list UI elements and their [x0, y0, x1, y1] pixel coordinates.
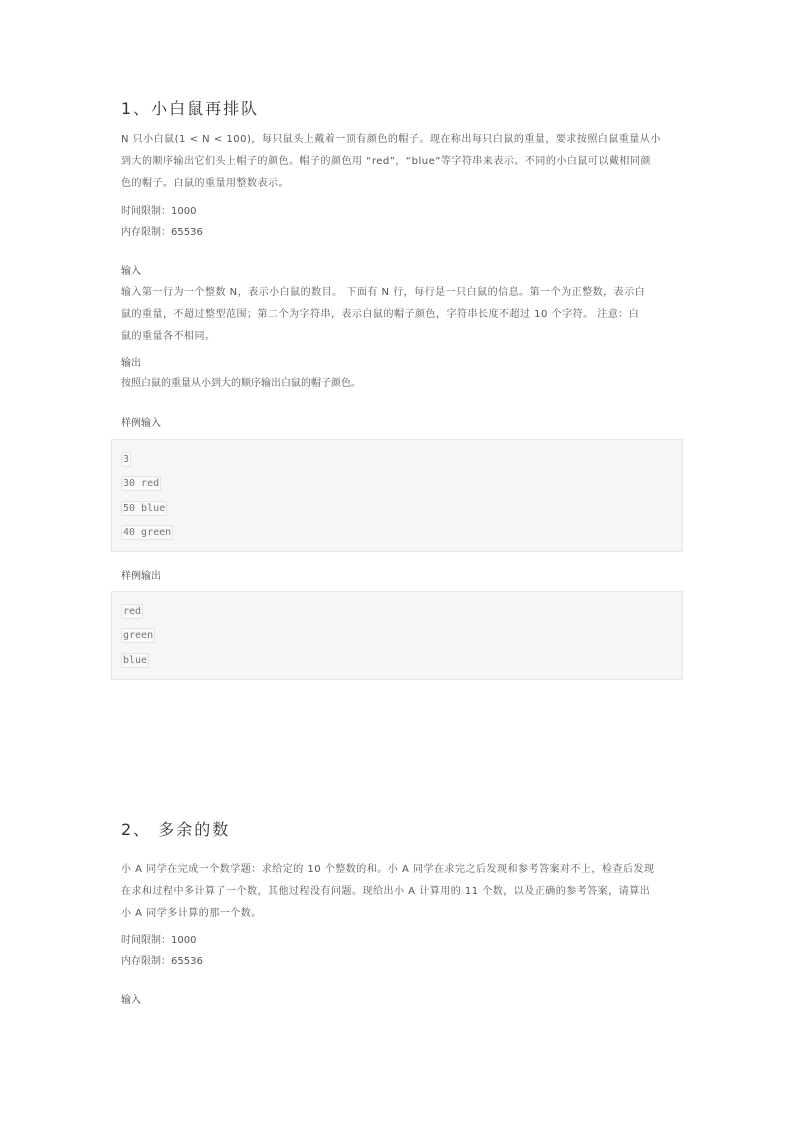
- problem-1-time-limit: 时间限制：1000: [121, 206, 197, 217]
- sample-output-box: [111, 591, 683, 680]
- problem-1-memory-limit: 内存限制：65536: [121, 227, 203, 238]
- sample-input-line: 40 green: [123, 527, 172, 538]
- problem-1-output-label: 输出: [121, 358, 141, 369]
- problem-1-input-label: 输入: [121, 266, 141, 277]
- sample-input-line: 3: [123, 454, 130, 465]
- description-line: 在求和过程中多计算了一个数，其他过程没有问题。现给出小 A 计算用的 11 个数，以及正确的参考答案，请算出: [121, 886, 651, 897]
- sample-input-label: 样例输入: [121, 418, 161, 429]
- problem-2-time-limit: 时间限制：1000: [121, 935, 197, 946]
- description-line: 小 A 同学在完成一个数学题：求给定的 10 个整数的和。小 A 同学在求完之后发现和参考答案对不上，检查后发现: [121, 864, 655, 875]
- problem-2-memory-limit: 内存限制：65536: [121, 956, 203, 967]
- description-line: 到大的顺序输出它们头上帽子的颜色。帽子的颜色用 “red”，“blue”等字符串来表示。不同的小白鼠可以戴相同颜: [121, 156, 651, 167]
- input-line: 鼠的重量，不超过整型范围；第二个为字符串，表示白鼠的帽子颜色，字符串长度不超过 10 个字符。 注意：白: [121, 309, 640, 320]
- description-line: 小 A 同学多计算的那一个数。: [121, 908, 262, 919]
- input-line: 鼠的重量各不相同。: [121, 331, 216, 342]
- sample-output-line: green: [123, 630, 154, 641]
- problem-1-output-description: 按照白鼠的重量从小到大的顺序输出白鼠的帽子颜色。: [121, 378, 361, 389]
- sample-output-label: 样例输出: [121, 571, 161, 582]
- problem-2-description: [121, 859, 683, 925]
- problem-1-input-description: [121, 282, 683, 348]
- sample-input-box: [111, 439, 683, 552]
- problem-1-description: [121, 129, 683, 195]
- sample-input-line: 30 red: [123, 478, 160, 489]
- description-line: 色的帽子。白鼠的重量用整数表示。: [121, 178, 289, 189]
- problem-2-input-label: 输入: [121, 995, 141, 1006]
- input-line: 输入第一行为一个整数 N，表示小白鼠的数目。 下面有 N 行，每行是一只白鼠的信息。第一个为正整数，表示白: [121, 287, 646, 298]
- description-line: N 只小白鼠(1 < N < 100)，每只鼠头上戴着一顶有颜色的帽子。现在称出每只白鼠的重量，要求按照白鼠重量从小: [121, 134, 661, 145]
- sample-output-line: red: [123, 606, 142, 617]
- sample-output-line: blue: [123, 655, 148, 666]
- problem-1-title: 1、小白鼠再排队: [121, 99, 260, 118]
- problem-2-title: 2、 多余的数: [121, 820, 231, 839]
- sample-input-line: 50 blue: [123, 503, 166, 514]
